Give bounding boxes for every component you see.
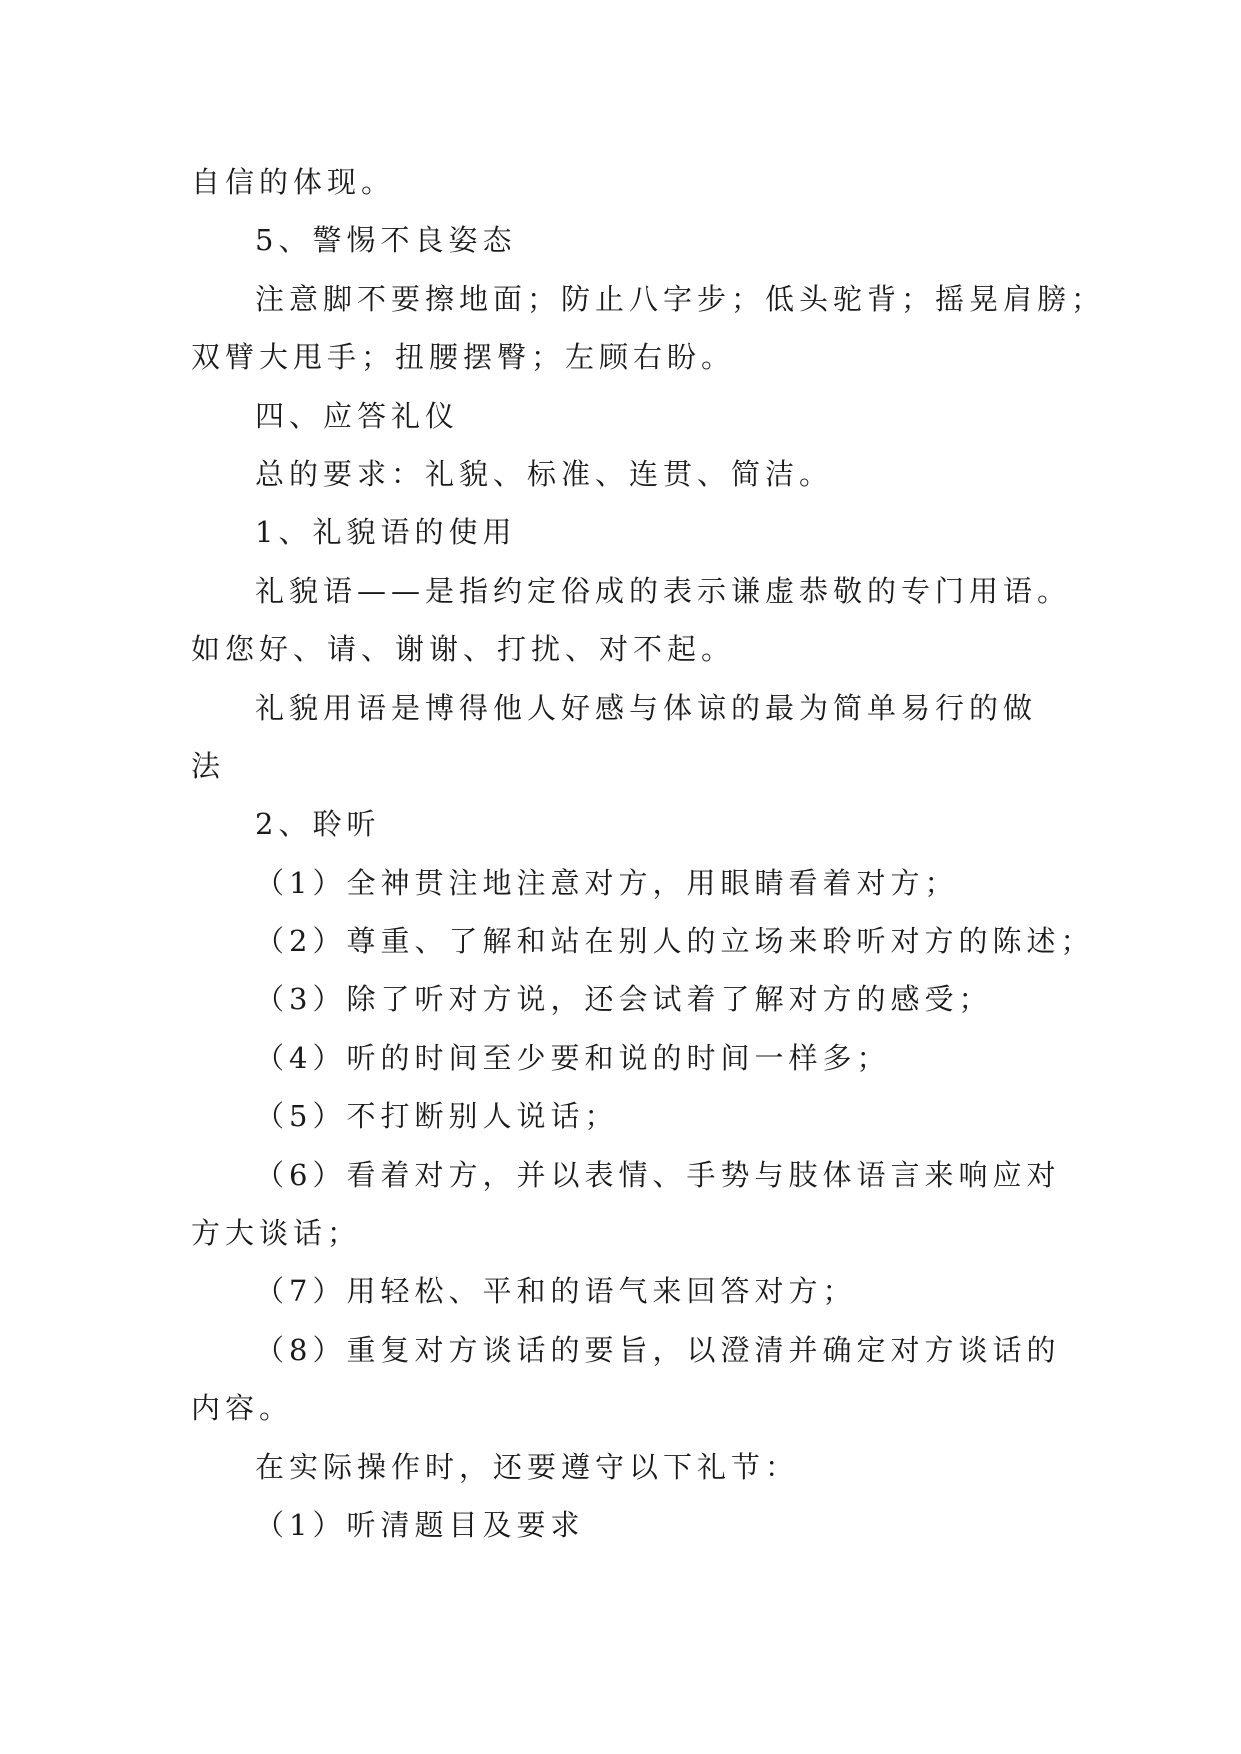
- text-line: 法: [191, 749, 226, 783]
- text-line: 方大谈话；: [191, 1216, 362, 1250]
- list-item: （1）全神贯注地注意对方，用眼睛看着对方；: [255, 866, 959, 900]
- text-line: 如您好、请、谢谢、打扰、对不起。: [191, 632, 736, 666]
- text-line: 内容。: [191, 1391, 294, 1425]
- text-line: 礼貌用语是博得他人好感与体谅的最为简单易行的做: [255, 691, 1038, 725]
- section-heading: 5、警惕不良姿态: [255, 223, 517, 257]
- list-item: （7）用轻松、平和的语气来回答对方；: [255, 1274, 857, 1308]
- text-line: 礼貌语——是指约定俗成的表示谦虚恭敬的专门用语。: [255, 574, 1072, 608]
- section-heading: 四、应答礼仪: [255, 399, 460, 433]
- list-item: （5）不打断别人说话；: [255, 1099, 619, 1133]
- list-item: （2）尊重、了解和站在别人的立场来聆听对方的陈述；: [255, 924, 1095, 958]
- text-line: 总的要求：礼貌、标准、连贯、简洁。: [255, 457, 834, 491]
- list-item: （6）看着对方，并以表情、手势与肢体语言来响应对: [255, 1158, 1061, 1192]
- text-line: 注意脚不要擦地面；防止八字步；低头驼背；摇晃肩膀；: [255, 282, 1106, 316]
- section-heading: 2、聆听: [255, 807, 381, 841]
- text-line: 自信的体现。: [191, 165, 396, 199]
- section-heading: 1、礼貌语的使用: [255, 515, 517, 549]
- text-line: 在实际操作时，还要遵守以下礼节：: [255, 1450, 800, 1484]
- list-item: （3）除了听对方说，还会试着了解对方的感受；: [255, 982, 993, 1016]
- list-item: （1）听清题目及要求: [255, 1508, 585, 1542]
- text-line: 双臂大甩手；扭腰摆臀；左顾右盼。: [191, 340, 736, 374]
- list-item: （4）听的时间至少要和说的时间一样多；: [255, 1041, 891, 1075]
- list-item: （8）重复对方谈话的要旨，以澄清并确定对方谈话的: [255, 1333, 1061, 1367]
